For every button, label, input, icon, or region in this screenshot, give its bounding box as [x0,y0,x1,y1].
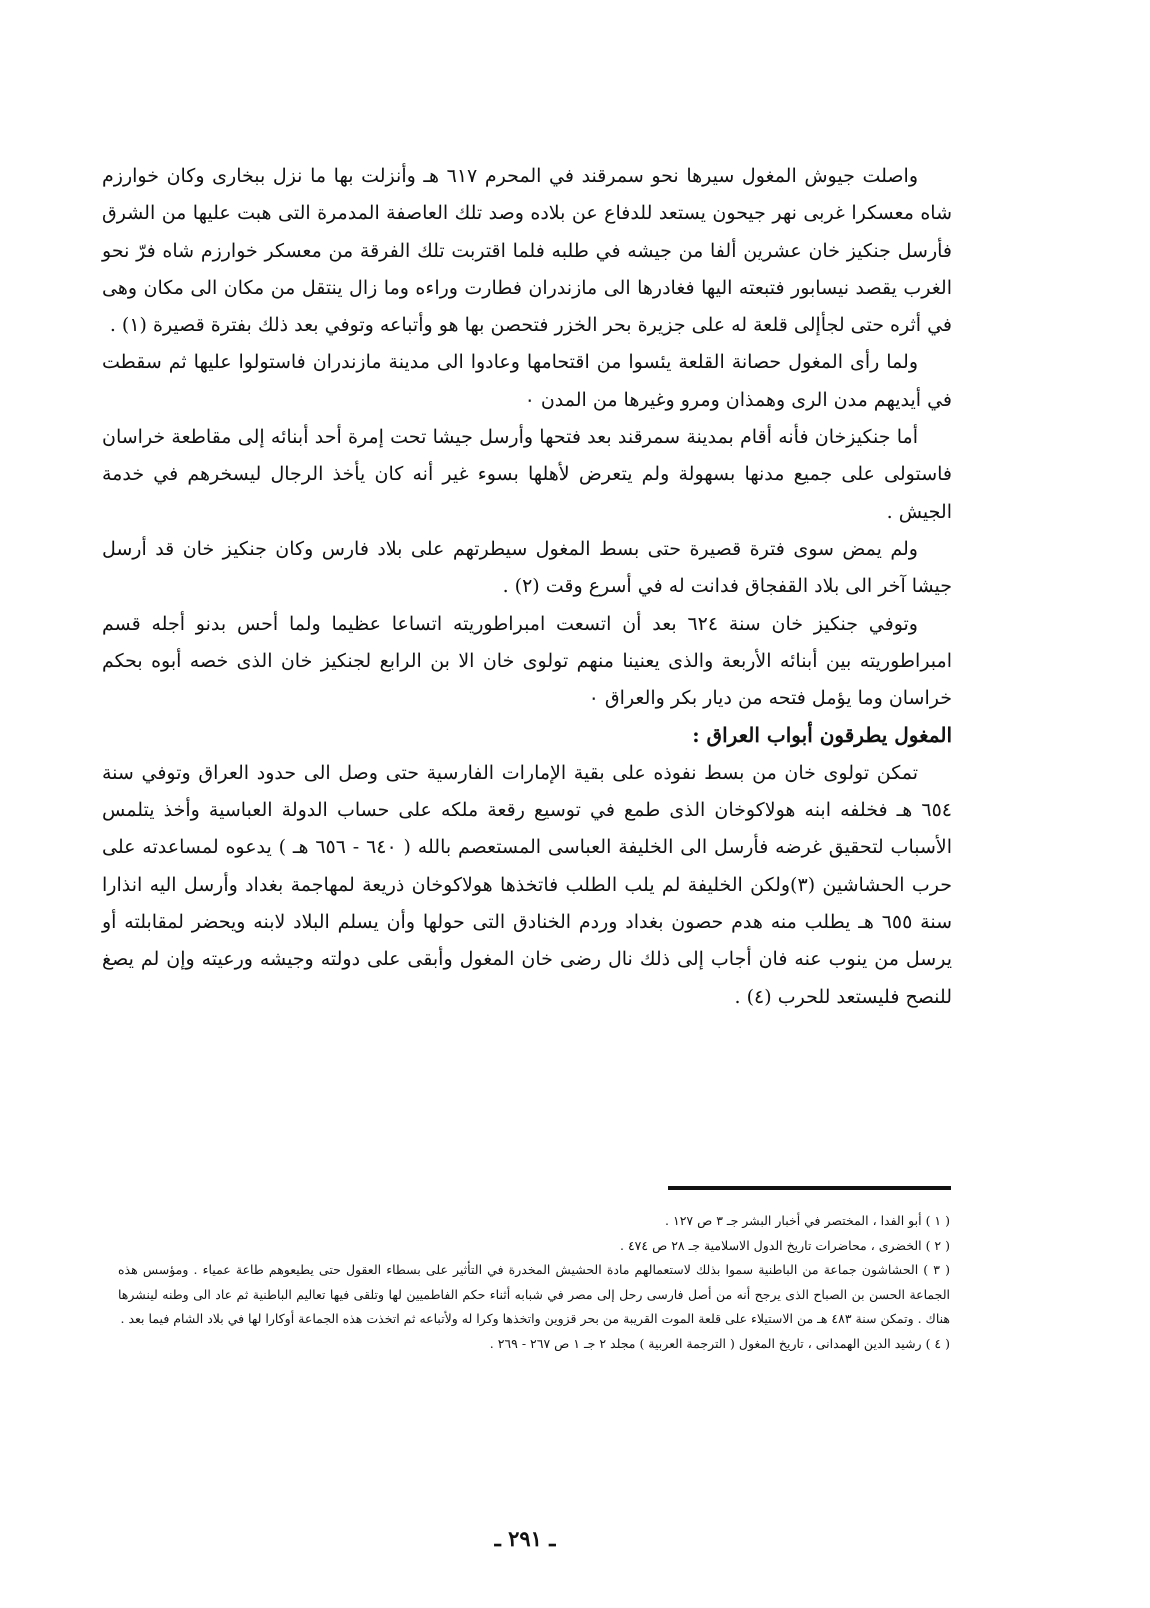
footnote-4: ( ٤ ) رشيد الدين الهمدانى ، تاريخ المغول ( الترجمة العربية ) مجلد ٢ جـ ١ ص ٢٦٧ - ٢٦٩ . [489,1335,950,1351]
paragraph-4: ولم يمض سوى فترة قصيرة حتى بسط المغول سيطرتهم على بلاد فارس وكان جنكيز خان قد أرسل جيشا آخر الى بلاد القفجاق فدانت له في أسرع وقت (٢) . [102,537,952,598]
main-text [102,158,952,1016]
paragraph-2: ولما رأى المغول حصانة القلعة يئسوا من اقتحامها وعادوا الى مدينة مازندران فاستولوا عليها ثم سقطت في أيديهم مدن الرى وهمذان ومرو وغيرها من المدن ٠ [102,351,952,411]
footnotes [118,1209,950,1357]
section-heading: المغول يطرقون أبواب العراق : [692,723,952,748]
paragraph-1: واصلت جيوش المغول سيرها نحو سمرقند في المحرم ٦١٧ هـ وأنزلت بها ما نزل ببخارى وكان خوارزم شاه معسكرا غربى نهر جيحون يستعد للدفاع عن بلاده وصد تلك العاصفة المدمرة التى هبت عليها من الشرق فأرسل جنكيز خان عشرين ألفا من جيشه في طلبه فلما اقتربت تلك الفرقة من معسكر خوارزم شاه فرّ نحو الغرب يقصد نيسابور فتبعته اليها فغادرها الى مازندران فطارت وراءه وما زال ينتقل من مكان الى مكان وهى في أثره حتى لجأإلى قلعة له على جزيرة بحر الخزر فتحصن بها هو وأتباعه وتوفي بعد ذلك بفترة قصيرة (١) . [102,165,952,337]
footnote-divider [668,1186,951,1190]
page-number: ـ ٢٩١ ـ [494,1526,556,1551]
footnote-1: ( ١ ) أبو الفدا ، المختصر في أخبار البشر جـ ٣ ص ١٢٧ . [665,1213,950,1228]
footnote-3: ( ٣ ) الحشاشون جماعة من الباطنية سموا بذلك لاستعمالهم مادة الحشيش المخدرة في التأثير على بسطاء العقول حتى يطيعوهم طاعة عمياء . ومؤسس هذه الجماعة الحسن بن الصباح الذى يرجح أنه من أصل فارسى رحل إلى مصر في شبابه أثناء حكم الفاطميين لها وتلقى فيها تعاليم الباطنية ثم عاد الى وطنه لينشرها هناك . وتمكن سنة ٤٨٣ هـ من الاستيلاء على قلعة الموت القريبة من بحر قزوين واتخذها وكرا له ولأتباعه ثم اتخذت هذه الجماعة أوكارا لها في بلاد الشام فيما بعد . [118,1262,951,1327]
paragraph-6: تمكن تولوى خان من بسط نفوذه على بقية الإمارات الفارسية حتى وصل الى حدود العراق وتوفي سنة ٦٥٤ هـ فخلفه ابنه هولاكوخان الذى طمع في توسيع رقعة ملكه على حساب الدولة العباسية وأخذ يتلمس الأسباب لتحقيق غرضه فأرسل الى الخليفة العباسى المستعصم بالله ( ٦٤٠ - ٦٥٦ هـ ) يدعوه لمساعدته على حرب الحشاشين (٣)ولكن الخليفة لم يلب الطلب فاتخذها هولاكوخان ذريعة لمهاجمة بغداد وأرسل اليه انذارا سنة ٦٥٥ هـ يطلب منه هدم حصون بغداد وردم الخنادق التى حولها وأن يسلم البلاد لابنه ويحضر لمقابلته أو يرسل من ينوب عنه فان أجاب إلى ذلك نال رضى خان المغول وأبقى على دولته وجيشه ورعيته وإن لم يصغ للنصح فليستعد للحرب (٤) . [102,761,953,1008]
paragraph-5: وتوفي جنكيز خان سنة ٦٢٤ بعد أن اتسعت امبراطوريته اتساعا عظيما ولما أحس بدنو أجله قسم امبراطوريته بين أبنائه الأربعة والذى يعنينا منهم تولوى خان الا بن الرابع لجنكيز خان الذى خصه أبوه بحكم خراسان وما يؤمل فتحه من ديار بكر والعراق ٠ [102,612,952,710]
footnote-2: ( ٢ ) الخضرى ، محاضرات تاريخ الدول الاسلامية جـ ٢٨ ص ٤٧٤ . [620,1237,950,1253]
paragraph-3: أما جنكيزخان فأنه أقام بمدينة سمرقند بعد فتحها وأرسل جيشا تحت إمرة أحد أبنائه إلى مقاطعة خراسان فاستولى على جميع مدنها بسهولة ولم يتعرض لأهلها بسوء غير أنه كان يأخذ الرجال ليسخرهم في خدمة الجيش . [102,426,952,523]
